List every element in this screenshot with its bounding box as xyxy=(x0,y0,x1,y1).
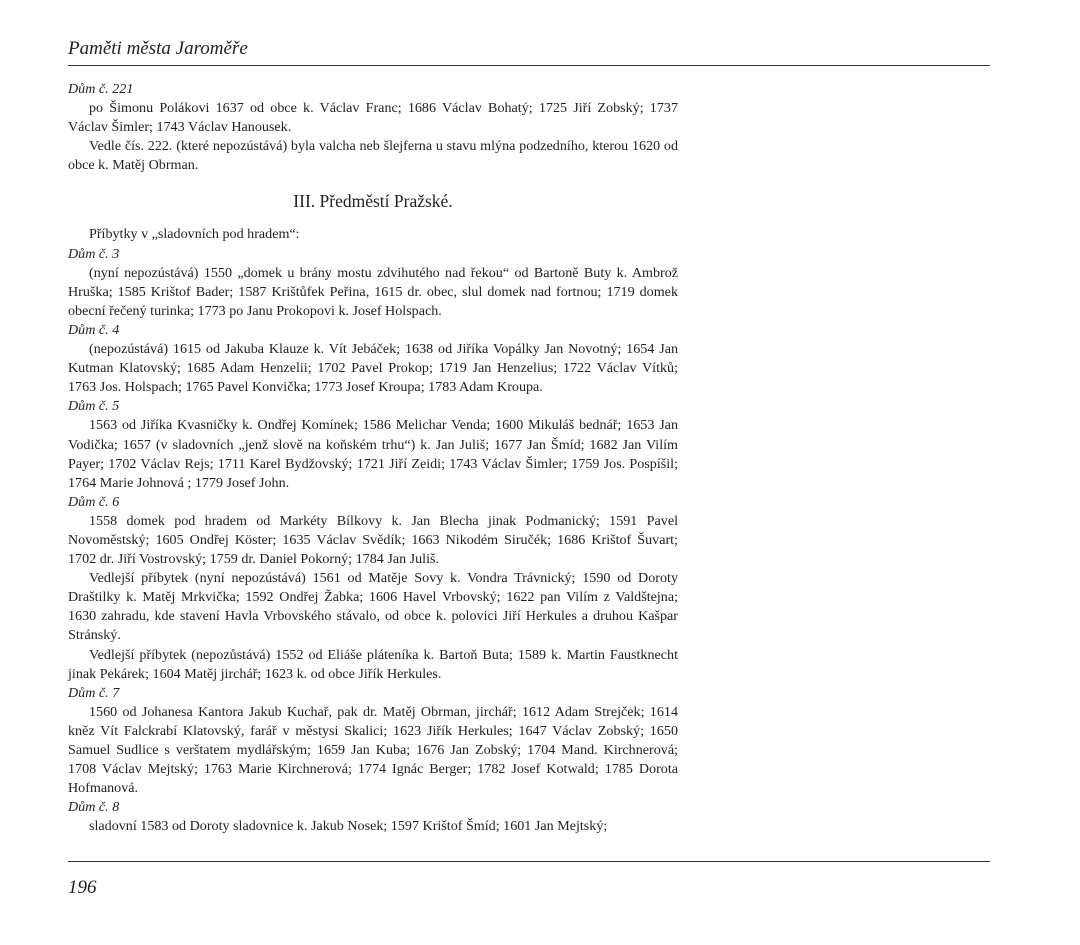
house-heading: Dům č. 6 xyxy=(68,493,120,510)
section-heading: III. Předměstí Pražské. xyxy=(293,191,453,212)
house-heading: Dům č. 5 xyxy=(68,398,120,415)
header-rule xyxy=(68,65,990,66)
house-heading: Dům č. 221 xyxy=(68,81,134,97)
entry-paragraph: Příbytky v „sladovních pod hradem“: xyxy=(89,226,300,243)
page-number: 196 xyxy=(68,877,97,898)
page-body xyxy=(68,80,678,836)
entry-paragraph: Vedlejší příbytek (nepozůstává) 1552 od Eliáše pláteníka k. Bartoň Buta; 1589 k. Martin Faustknecht jinak Pekárek; 1604 Matěj jirchář; 1623 k. od obce Jiřík Herkules. xyxy=(68,646,678,682)
running-title: Paměti města Jaroměře xyxy=(68,38,248,59)
entry-paragraph: 1558 domek pod hradem od Markéty Bílkovy k. Jan Blecha jinak Podmanický; 1591 Pavel Novoměstský; 1605 Ondřej Köster; 1635 Václav Svědík; 1663 Nikodém Siručék; 1686 Krištof Šuvart; 1702 dr. Jiří Vostrovský; 1759 dr. Daniel Pokorný; 1784 Jan Juliš. xyxy=(68,512,678,568)
entry-paragraph: (nepozústává) 1615 od Jakuba Klauze k. Vít Jebáček; 1638 od Jiříka Vopálky Jan Novotný; 1654 Jan Kutman Klatovský; 1685 Adam Henzelii; 1702 Pavel Prokop; 1719 Jan Henzelius; 1722 Václav Vítků; 1763 Jos. Holspach; 1765 Pavel Konvička; 1773 Josef Kroupa; 1783 Adam Kroupa. xyxy=(68,341,678,396)
house-heading: Dům č. 3 xyxy=(68,245,120,262)
house-heading: Dům č. 4 xyxy=(68,321,120,338)
entry-paragraph: 1560 od Johanesa Kantora Jakub Kuchař, pak dr. Matěj Obrman, jirchář; 1612 Adam Strejček; 1614 kněz Vít Falckrabí Klatovský, farář v městysi Skalici; 1623 Jiřík Herkules; 1647 Václav Zobský; 1650 Samuel Sudlice s verštatem mydlářským; 1659 Jan Kuba; 1676 Jan Zobský; 1704 Mand. Kirchnerová; 1708 Václav Mejtský; 1763 Marie Kirchnerová; 1774 Ignác Berger; 1782 Josef Kotwald; 1785 Dorota Hofmanová. xyxy=(68,703,678,797)
entry-paragraph: po Šimonu Polákovi 1637 od obce k. Václav Franc; 1686 Václav Bohatý; 1725 Jiří Zobský; 1737 Václav Šimler; 1743 Václav Hanousek. xyxy=(68,100,678,136)
house-heading: Dům č. 8 xyxy=(68,799,120,816)
footer-rule xyxy=(68,861,990,862)
house-heading: Dům č. 7 xyxy=(68,684,120,701)
entry-paragraph: sladovní 1583 od Doroty sladovnice k. Jakub Nosek; 1597 Krištof Šmíd; 1601 Jan Mejtský; xyxy=(89,818,608,835)
entry-paragraph: (nyní nepozústává) 1550 „domek u brány mostu zdvihutého nad řekou“ od Bartoně Buty k. Ambrož Hruška; 1585 Krištof Bader; 1587 Krištůfek Peřina, 1615 dr. obec, slul domek nad fortnou; 1719 domek obecní řečený turinka; 1773 po Janu Prokopovi k. Josef Holspach. xyxy=(68,264,678,319)
entry-paragraph: Vedle čís. 222. (které nepozústává) byla valcha neb šlejferna u stavu mlýna podzedního, kterou 1620 od obce k. Matěj Obrman. xyxy=(68,138,678,174)
entry-paragraph: Vedlejší příbytek (nyní nepozústává) 1561 od Matěje Sovy k. Vondra Trávnický; 1590 od Doroty Draštilky k. Matěj Mrkvička; 1592 Ondřej Žabka; 1606 Havel Vrbovský; 1622 pan Vilím z Valdštejna; 1630 zahradu, kde stavení Havla Vrbovského stávalo, od obce k. polovici Jiří Herkules a druhou Kašpar Stránský. xyxy=(68,570,678,644)
entry-paragraph: 1563 od Jiříka Kvasničky k. Ondřej Komínek; 1586 Melichar Venda; 1600 Mikuláš bednář; 1653 Jan Vodička; 1657 (v sladovních „jenž slově na koňském trhu“) k. Jan Juliš; 1677 Jan Šmíd; 1682 Jan Vilím Payer; 1702 Václav Rejs; 1711 Karel Bydžovský; 1721 Jiří Zeidi; 1743 Václav Šimler; 1759 Jos. Pospíšil; 1764 Marie Johnová ; 1779 Josef John. xyxy=(68,417,678,491)
